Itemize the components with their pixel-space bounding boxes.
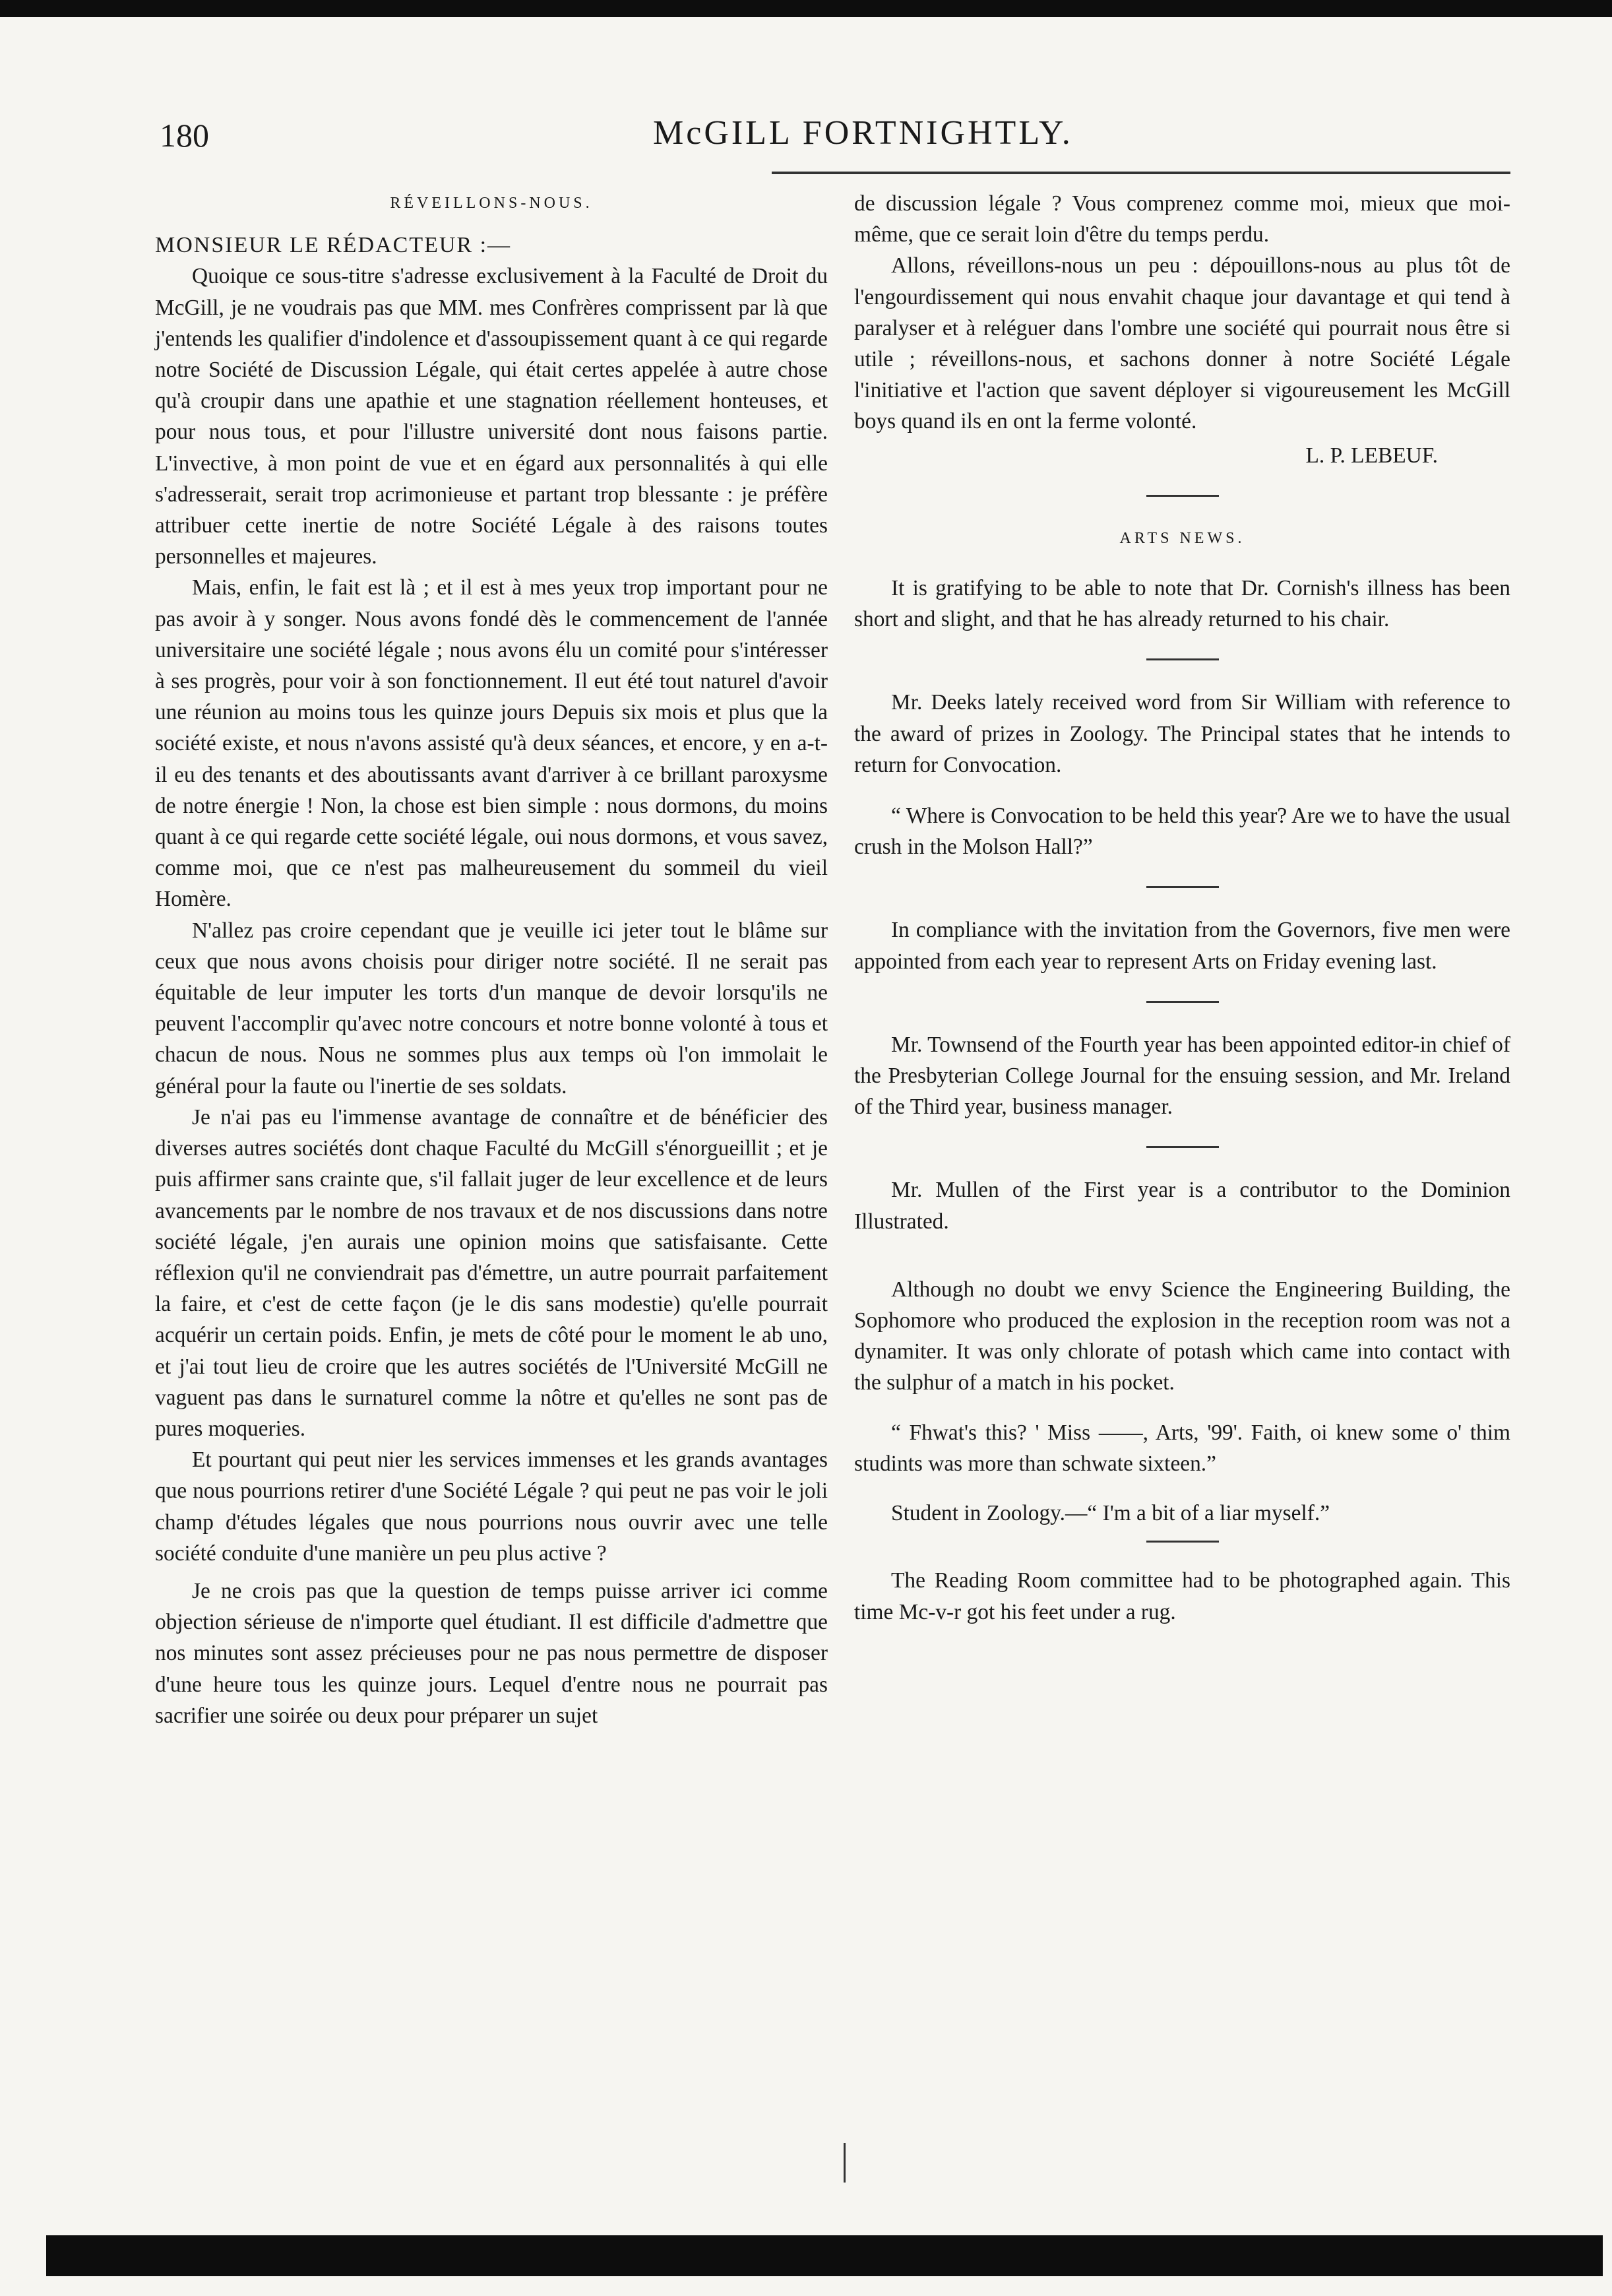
paragraph: Quoique ce sous-titre s'adresse exclusivement à la Faculté de Droit du McGill, je ne voudrais pas que MM. mes Confrères comprissent par là que j'entends les qualifier d'indolence et d'assoupissement quant à ce qui regarde notre Société de Discussion Légale, qui était certes appelée à autre chose qu'à croupir dans une apathie et une stagnation réellement honteuses, et pour nous tous, et pour l'illustre université dont nous faisons partie. L'invective, à mon point de vue et en égard aux personnalités à qui elle s'adresserait, serait trop acrimonieuse et partant trop blessante : je préfère attribuer cette inertie de notre Société Légale à des raisons toutes personnelles et majeures. (155, 264, 828, 569)
news-item: Mr. Townsend of the Fourth year has been appointed editor-in chief of the Presbyterian College Journal for the ensuing session, and Mr. Ireland of the Third year, business manager. (854, 1032, 1510, 1120)
section-heading: ARTS NEWS. (1119, 529, 1245, 547)
news-item: Although no doubt we envy Science the Engineering Building, the Sophomore who produced the explosion in the reception room was not a dynamiter. It was only chlorate of potash which came into contact with the sulphur of a match in his pocket. (854, 1277, 1510, 1395)
paragraph: Allons, réveillons-nous un peu : dépouillons-nous au plus tôt de l'engourdissement qui nous envahit chaque jour davantage et qui tend à paralyser et à reléguer dans l'ombre une société qui pourrait nous être si utile ; réveillons-nous, et sachons donner à notre Société Légale l'initiative et l'action que savent déployer si vigoureusement les McGill boys quand ils en ont la ferme volonté. (854, 253, 1510, 434)
news-item: Student in Zoology.—“ I'm a bit of a liar myself.” (891, 1501, 1330, 1526)
paragraph: Je n'ai pas eu l'immense avantage de connaître et de bénéficier des diverses autres sociétés dont chaque Faculté du McGill s'énorgueillit ; et je puis affirmer sans crainte que, s'il fallait juger de leur excellence et de leurs avancements par le nombre de nos travaux et de nos discussions dans notre société légale, j'en aurais une opinion moins que satisfaisante. Cette réflexion qu'il ne conviendrait pas d'émettre, un autre pourrait parfaitement la faire, et c'est de cette façon (je le dis sans modestie) qu'elle pourrait acquérir un certain poids. Enfin, je mets de côté pour le moment le ab uno, et j'ai tout lieu de croire que les autres sociétés de l'Université McGill ne vaguent pas dans le surnaturel comme la nôtre et qu'elles ne sont pas de pures moqueries. (155, 1104, 828, 1441)
news-item: Mr. Deeks lately received word from Sir William with reference to the award of prizes in Zoology. The Principal states that he intends to return for Convocation. (854, 690, 1510, 777)
running-head: McGILL FORTNIGHTLY. (653, 114, 1073, 152)
news-item: “ Where is Convocation to be held this year? Are we to have the usual crush in the Molson Hall?” (854, 804, 1510, 860)
column-rule (844, 2143, 846, 2183)
paragraph: Et pourtant qui peut nier les services immenses et les grands avantages que nous pourrions retirer d'une Société Légale ? qui peut ne pas voir le joli champ d'études légales que nous pourrions nous ouvrir avec une telle société conduite d'une manière un peu plus active ? (155, 1448, 828, 1566)
page-number: 180 (160, 117, 209, 154)
paragraph: Mais, enfin, le fait est là ; et il est à mes yeux trop important pour ne pas avoir à y songer. Nous avons fondé dès le commencement de l'année universitaire une société légale ; nous avons élu un comité pour s'intéresser à ses progrès, pour voir à son fonctionnement. Il eut été tout naturel d'avoir une réunion au moins tous les quinze jours Depuis six mois et plus que la société existe, et nous n'avons assisté qu'à deux séances, et encore, y en a-t-il eu des tenants et des aboutissants avant d'arriver à ce brillant paroxysme de notre énergie ! Non, la chose est bien simple : nous dormons, du moins quant à ce qui regarde cette société légale, oui nous dormons, et vous savez, comme moi, que ce n'est pas malheureusement du sommeil du vieil Homère. (155, 575, 828, 912)
paragraph: N'allez pas croire cependant que je veuille ici jeter tout le blâme sur ceux que nous avons choisis pour diriger notre société. Il ne serait pas équitable de leur imputer les torts d'un manque de devoir lorsqu'ils ne peuvent l'accomplir qu'avec notre concours et notre bonne volonté à tous et chacun de nous. Nous ne sommes plus aux temps où l'on immolait le général pour la faute ou l'inertie de ses soldats. (155, 918, 828, 1099)
salutation: MONSIEUR LE RÉDACTEUR :— (155, 233, 512, 258)
header-rule (772, 172, 1510, 174)
divider (1146, 495, 1219, 497)
paragraph: de discussion légale ? Vous comprenez comme moi, mieux que moi-même, que ce serait loin d'être du temps perdu. (854, 191, 1510, 247)
signature: L. P. LEBEUF. (1305, 443, 1438, 468)
news-item: The Reading Room committee had to be photographed again. This time Mc-v-r got his feet under a rug. (854, 1568, 1510, 1624)
right-column (854, 188, 1510, 1628)
divider (1146, 658, 1219, 660)
news-item: In compliance with the invitation from the Governors, five men were appointed from each year to represent Arts on Friday evening last. (854, 918, 1510, 974)
divider (1146, 1146, 1219, 1148)
left-column (155, 188, 828, 1731)
paragraph: Je ne crois pas que la question de temps puisse arriver ici comme objection sérieuse de n'importe quel étudiant. Il est difficile d'admettre que nos minutes sont assez précieuses pour ne pas nous permettre de disposer d'une heure tous les quinze jours. Lequel d'entre nous ne pourrait pas sacrifier une soirée ou deux pour préparer un sujet (155, 1578, 828, 1728)
news-item: It is gratifying to be able to note that Dr. Cornish's illness has been short and slight, and that he has already returned to his chair. (854, 576, 1510, 632)
top-scan-border (0, 0, 1612, 17)
news-item: Mr. Mullen of the First year is a contributor to the Dominion Illustrated. (854, 1178, 1510, 1234)
divider (1146, 1001, 1219, 1003)
divider (1146, 886, 1219, 888)
article-heading: RÉVEILLONS-NOUS. (390, 195, 593, 212)
bottom-scan-border (46, 2235, 1603, 2276)
divider (1146, 1541, 1219, 1543)
news-item: “ Fhwat's this? ' Miss ——, Arts, '99'. Faith, oi knew some o' thim studints was more than schwate sixteen.” (854, 1420, 1510, 1476)
